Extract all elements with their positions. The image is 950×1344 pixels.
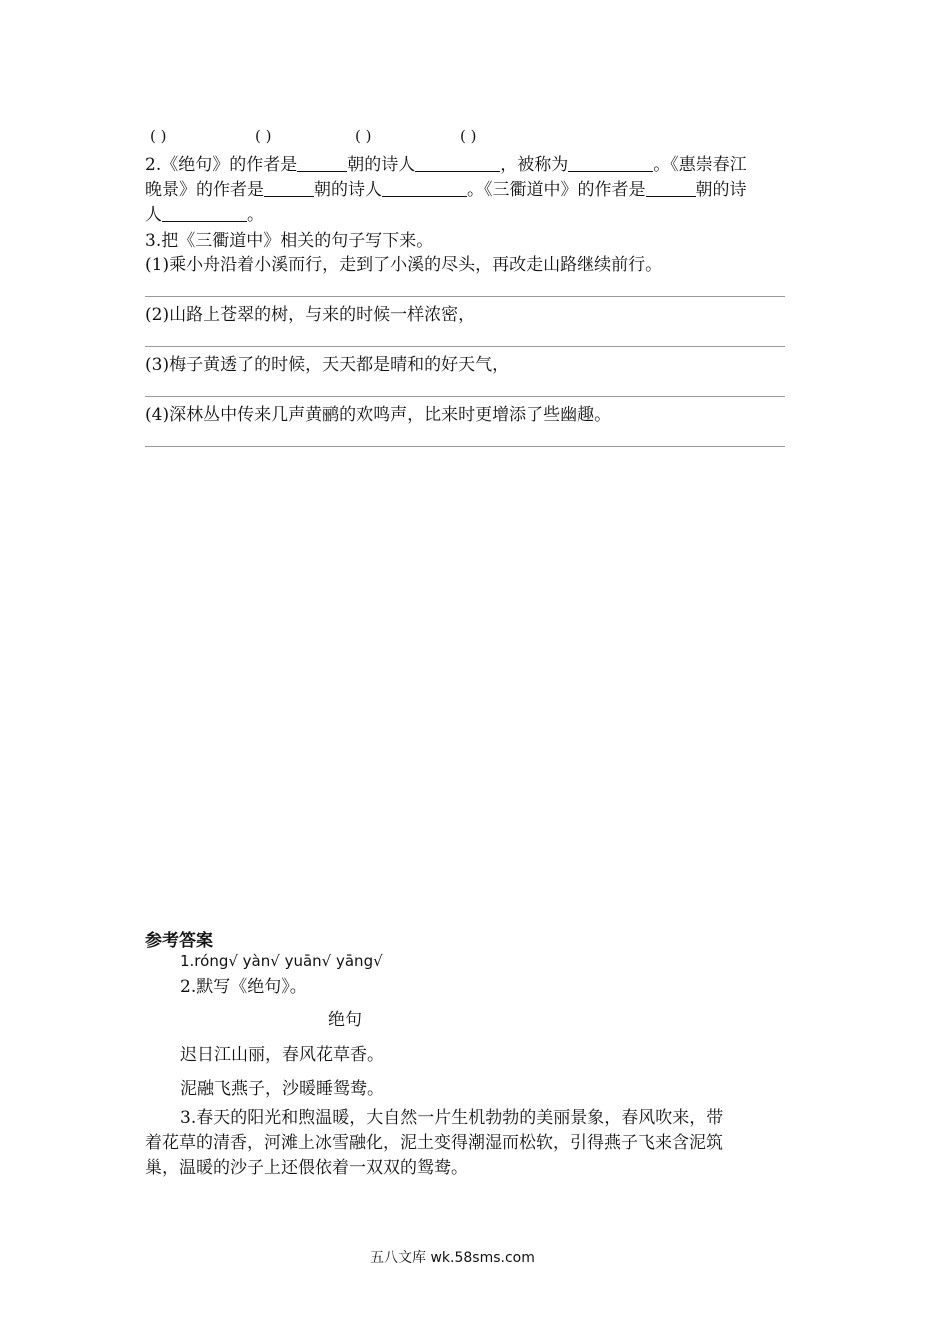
- q2-text: ，被称为: [500, 155, 569, 175]
- dynasty-blank[interactable]: [264, 180, 314, 197]
- dynasty-blank[interactable]: [297, 155, 347, 172]
- answer-3-line-2: 着花草的清香，河滩上冰雪融化，泥土变得潮湿而松软，引得燕子飞来含泥筑: [145, 1133, 723, 1153]
- q2-line-1: [145, 153, 747, 177]
- answer-line-1[interactable]: [145, 296, 785, 297]
- title-blank[interactable]: [568, 155, 653, 172]
- q3-title: 3.把《三衢道中》相关的句子写下来。: [145, 231, 434, 251]
- poem-line-1: 迟日江山丽，春风花草香。: [180, 1045, 384, 1065]
- answer-line-2[interactable]: [145, 346, 785, 347]
- paren-blank-1[interactable]: ( ): [150, 127, 167, 145]
- poet-blank[interactable]: [382, 180, 467, 197]
- paren-blank-2[interactable]: ( ): [255, 127, 272, 145]
- answer-1: 1.róng√ yàn√ yuān√ yāng√: [180, 952, 383, 970]
- q2-text: 朝的诗人: [314, 180, 382, 200]
- answer-3-line-3: 巢，温暖的沙子上还偎依着一双双的鸳鸯。: [145, 1158, 468, 1178]
- paren-blank-4[interactable]: ( ): [460, 127, 477, 145]
- q2-line-3: [145, 203, 264, 227]
- q2-text: 。: [247, 205, 264, 225]
- answers-heading: 参考答案: [145, 931, 213, 951]
- q3-item-3: (3)梅子黄透了的时候，天天都是晴和的好天气，: [145, 355, 510, 375]
- q3-item-4: (4)深林丛中传来几声黄鹂的欢鸣声，比来时更增添了些幽趣。: [145, 405, 612, 425]
- poet-blank[interactable]: [415, 155, 500, 172]
- q2-text: 朝的诗: [695, 180, 747, 200]
- q2-text: 人: [145, 205, 162, 225]
- answer-3-line-1: 3.春天的阳光和煦温暖，大自然一片生机勃勃的美丽景象，春风吹来，带: [180, 1108, 724, 1128]
- q2-text: 晚景》的作者是: [145, 180, 264, 200]
- answer-2: 2.默写《绝句》。: [180, 977, 307, 997]
- answer-line-4[interactable]: [145, 446, 785, 447]
- poet-blank[interactable]: [162, 205, 247, 222]
- poem-line-2: 泥融飞燕子，沙暖睡鸳鸯。: [180, 1079, 384, 1099]
- dynasty-blank[interactable]: [646, 180, 696, 197]
- q3-item-2: (2)山路上苍翠的树，与来的时候一样浓密，: [145, 305, 476, 325]
- q2-text: 。《三衢道中》的作者是: [467, 180, 646, 200]
- q2-text: 2.《绝句》的作者是: [145, 155, 298, 175]
- q3-item-1: (1)乘小舟沿着小溪而行，走到了小溪的尽头，再改走山路继续前行。: [145, 255, 663, 275]
- q2-line-2: [145, 178, 747, 202]
- q2-text: 。《惠崇春江: [653, 155, 747, 175]
- footer-watermark: 五八文库 wk.58sms.com: [370, 1250, 535, 1266]
- q2-text: 朝的诗人: [347, 155, 416, 175]
- paren-blank-3[interactable]: ( ): [355, 127, 372, 145]
- poem-title: 绝句: [328, 1010, 362, 1030]
- answer-line-3[interactable]: [145, 396, 785, 397]
